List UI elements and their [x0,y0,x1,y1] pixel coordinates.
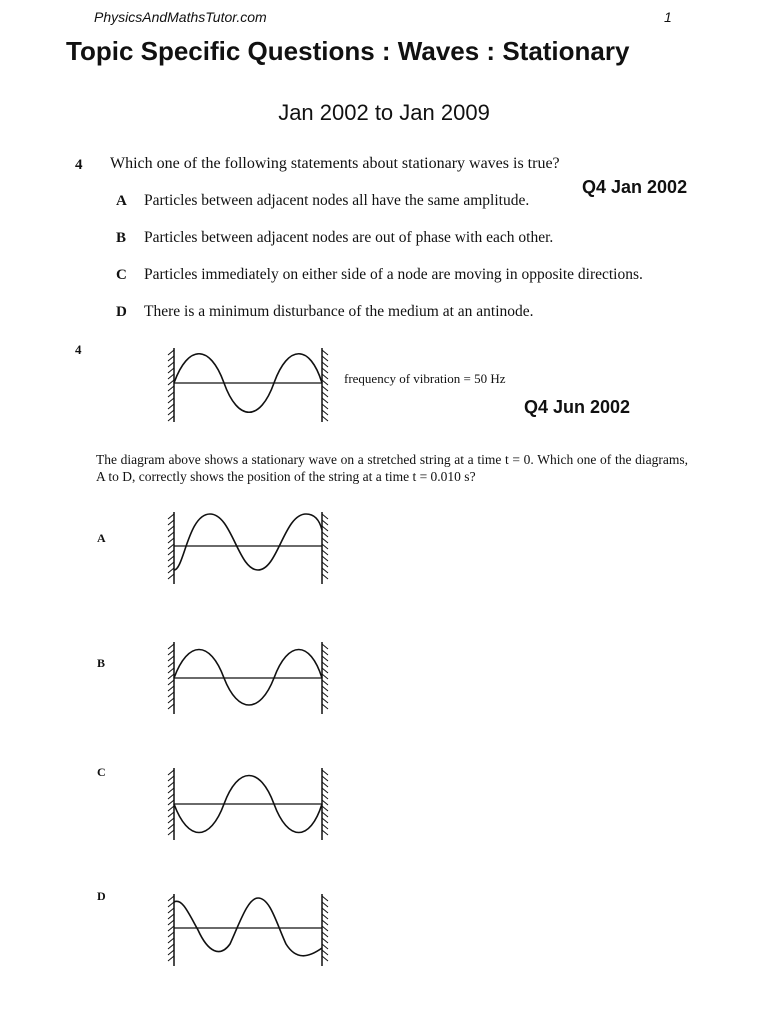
left-wall-hatched [168,348,174,422]
diagram-d [158,892,338,968]
option-c-text: Particles immediately on either side of a node are moving in opposite directions. [144,266,643,283]
diagram-c-letter: C [97,765,106,779]
option-b-letter: B [116,230,127,246]
question2-tag: Q4 Jun 2002 [524,397,631,417]
diagram-a [158,510,338,586]
option-a-letter: A [116,193,127,209]
frequency-label: frequency of vibration = 50 Hz [344,371,506,386]
question1-text: Which one of the following statements about stationary waves is true? [110,155,560,172]
diagram-c [158,766,338,842]
page-number: 1 [664,9,672,25]
diagram-b [158,640,338,716]
question2-number: 4 [75,342,82,357]
wave-diagram-main [158,346,338,426]
right-wall-hatched [322,348,328,422]
site-name: PhysicsAndMathsTutor.com [94,9,267,25]
diagram-b-letter: B [97,656,106,670]
option-c-letter: C [116,267,127,283]
diagram-a-letter: A [97,531,106,545]
option-a-text: Particles between adjacent nodes all have the same amplitude. [144,192,530,209]
option-b-text: Particles between adjacent nodes are out of phase with each other. [144,229,554,246]
question1-number: 4 [75,157,83,173]
page-title: Topic Specific Questions : Waves : Stationary [66,36,630,66]
option-d-text: There is a minimum disturbance of the medium at an antinode. [144,303,534,320]
option-d-letter: D [116,304,127,320]
question1-tag: Q4 Jan 2002 [582,177,688,197]
diagram-d-letter: D [97,889,106,903]
question2-text: The diagram above shows a stationary wave on a stretched string at a time t = 0. Which one of the diagrams, A to D, correctly shows the position of the string at a time t = 0.010 s? [96,452,688,484]
page-subtitle: Jan 2002 to Jan 2009 [278,100,490,125]
